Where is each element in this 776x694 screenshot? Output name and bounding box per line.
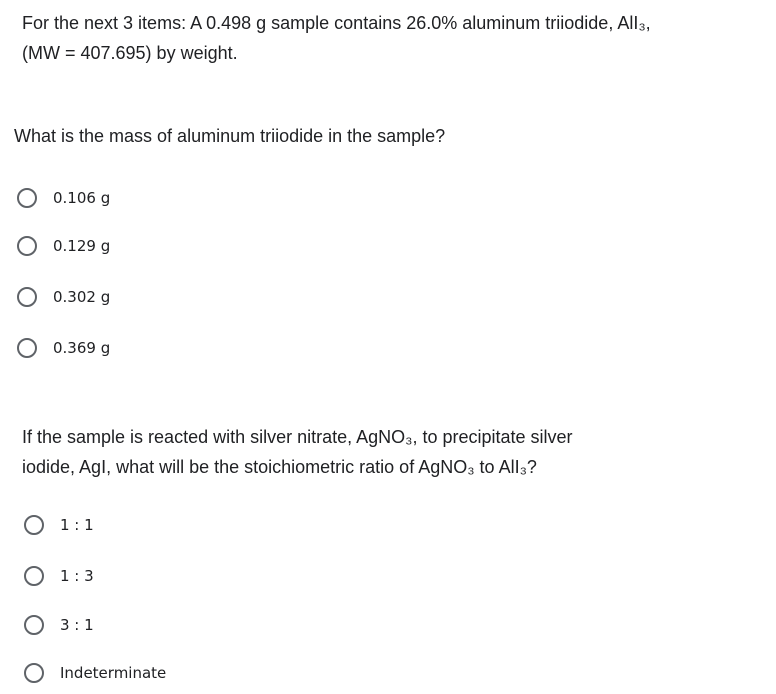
q2-option-2-label: 1 : 3	[60, 567, 94, 585]
shared-stem-line-2: (MW = 407.695) by weight.	[22, 43, 238, 63]
q1-option-2[interactable]	[17, 233, 110, 259]
q2-option-1-label: 1 : 1	[60, 516, 94, 534]
q2-option-1[interactable]	[24, 512, 94, 538]
radio-unchecked-icon[interactable]	[17, 236, 37, 256]
question-1-text: What is the mass of aluminum triiodide in the sample?	[14, 126, 446, 146]
radio-unchecked-icon[interactable]	[24, 663, 44, 683]
q2-option-3[interactable]	[24, 612, 94, 638]
q1-option-3-label: 0.302 g	[53, 288, 111, 306]
radio-unchecked-icon[interactable]	[17, 338, 37, 358]
radio-unchecked-icon[interactable]	[24, 615, 44, 635]
q1-option-4-label: 0.369 g	[53, 339, 111, 357]
q2-option-2[interactable]	[24, 563, 94, 589]
q1-option-1-label: 0.106 g	[53, 189, 111, 207]
radio-unchecked-icon[interactable]	[24, 515, 44, 535]
q1-option-1[interactable]	[17, 185, 110, 211]
shared-stem-line-1: For the next 3 items: A 0.498 g sample contains 26.0% aluminum triiodide, AlI₃,	[22, 13, 651, 33]
question-2-text	[22, 422, 762, 482]
radio-unchecked-icon[interactable]	[17, 287, 37, 307]
radio-unchecked-icon[interactable]	[24, 566, 44, 586]
q2-option-3-label: 3 : 1	[60, 616, 94, 634]
q1-option-4[interactable]	[17, 335, 110, 361]
q2-option-4[interactable]	[24, 660, 166, 686]
q1-option-2-label: 0.129 g	[53, 237, 111, 255]
question-2-line-1: If the sample is reacted with silver nitrate, AgNO₃, to precipitate silver	[22, 427, 573, 447]
radio-unchecked-icon[interactable]	[17, 188, 37, 208]
q1-option-3[interactable]	[17, 284, 110, 310]
q2-option-4-label: Indeterminate	[60, 664, 167, 682]
question-2-line-2: iodide, AgI, what will be the stoichiometric ratio of AgNO₃ to AlI₃?	[22, 457, 537, 477]
